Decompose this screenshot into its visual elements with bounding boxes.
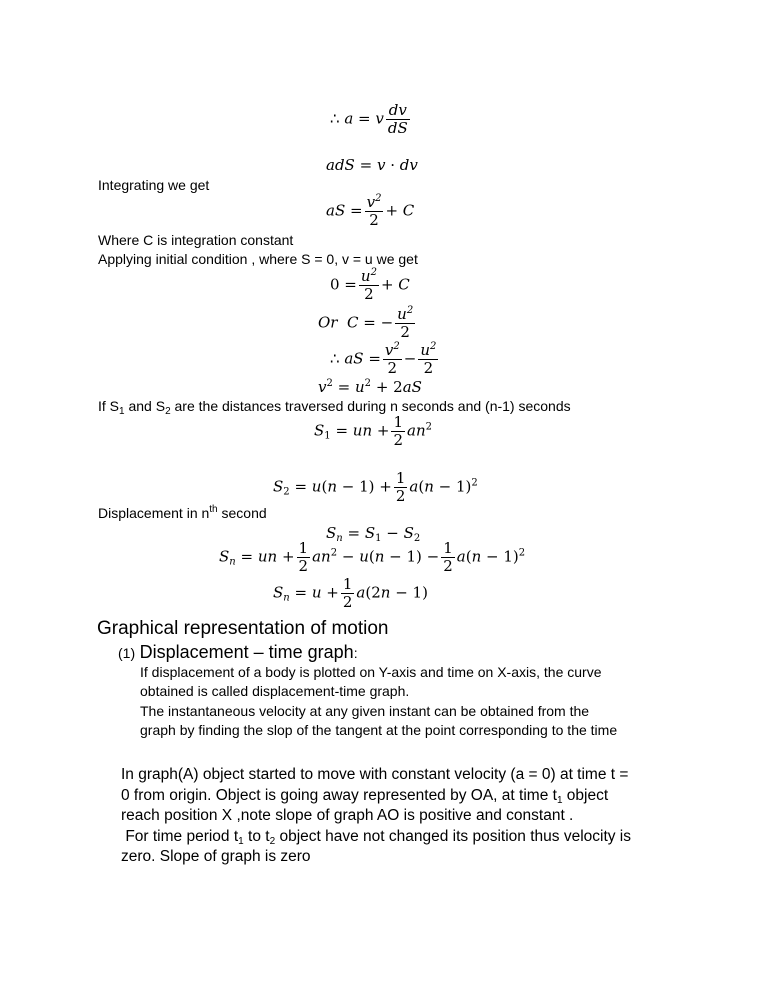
where-c-text: Where C is integration constant bbox=[98, 232, 294, 248]
equation-as-v2-c: aS = $\frac{v^2}{2}$ + C bbox=[326, 193, 415, 229]
subsection-number: (1) bbox=[118, 645, 136, 661]
integrating-text: Integrating we get bbox=[98, 177, 210, 193]
if-s1-s2-text: If $S_1$ and $S_2$ are the distances traversed during n seconds and (n-1) seconds bbox=[98, 398, 571, 417]
equation-zero-u2-c: 0 = $\frac{u^2}{2}$ + C bbox=[330, 267, 410, 303]
subsection-heading: (1) Displacement – time graph: bbox=[118, 642, 358, 662]
equation-s2: $S_2 = u(n - 1)$ + $\frac{1}{2}$ $a(n - 1)^2$ bbox=[273, 469, 478, 505]
equation-a-v-dv-ds: ∴ a = v $\frac{dv}{dS}$ bbox=[330, 101, 408, 137]
equation-as-v2-u2: ∴ aS = $\frac{v^2}{2}$ − $\frac{u^2}{2}$ bbox=[330, 341, 437, 377]
paragraph-definition: If displacement of a body is plotted on Y-axis and time on X-axis, the curve obtained is called displacement-time graph. bbox=[140, 664, 602, 699]
applying-text: Applying initial condition , where S = 0, v = u we get bbox=[98, 251, 418, 267]
equation-sn-s1-s2: $S_n = S_1 - S_2$ bbox=[326, 524, 421, 544]
equation-ads-vdv: adS = v · dv bbox=[326, 156, 418, 174]
equation-sn-final: $S_n = u$ + $\frac{1}{2}$ a(2n − 1) bbox=[273, 575, 428, 611]
equation-sn-expanded: $S_n$ = un + $\frac{1}{2}$ $an^2 - u(n - 1)$ − $\frac{1}{2}$ $a(n - 1)^2$ bbox=[219, 539, 526, 575]
equation-s1: $S_1$ = un + $\frac{1}{2}$ $an^2$ bbox=[314, 413, 432, 449]
displacement-nth-text: Displacement in $n^{th}$ second bbox=[98, 504, 267, 521]
paragraph-graph-a: In graph(A) object started to move with constant velocity (a = 0) at time t = 0 from origin. Object is going away represented by OA, at time $t_1$ object reach position X ,note slope of graph AO is positive and constant . For time period $t_1$ to $t_2$ object have not changed its position thus velocity is zero. Slope of graph is zero bbox=[121, 766, 632, 865]
subsection-title: Displacement – time graph bbox=[139, 642, 354, 662]
section-heading: Graphical representation of motion bbox=[97, 618, 389, 639]
paragraph-instantaneous-velocity: The instantaneous velocity at any given instant can be obtained from the graph by finding the slop of the tangent at the point corresponding to the time bbox=[140, 703, 618, 738]
equation-v2-u2-2as: $v^2 = u^2 + 2aS$ bbox=[318, 378, 422, 396]
equation-or-c: Or C = − $\frac{u^2}{2}$ bbox=[318, 305, 414, 341]
